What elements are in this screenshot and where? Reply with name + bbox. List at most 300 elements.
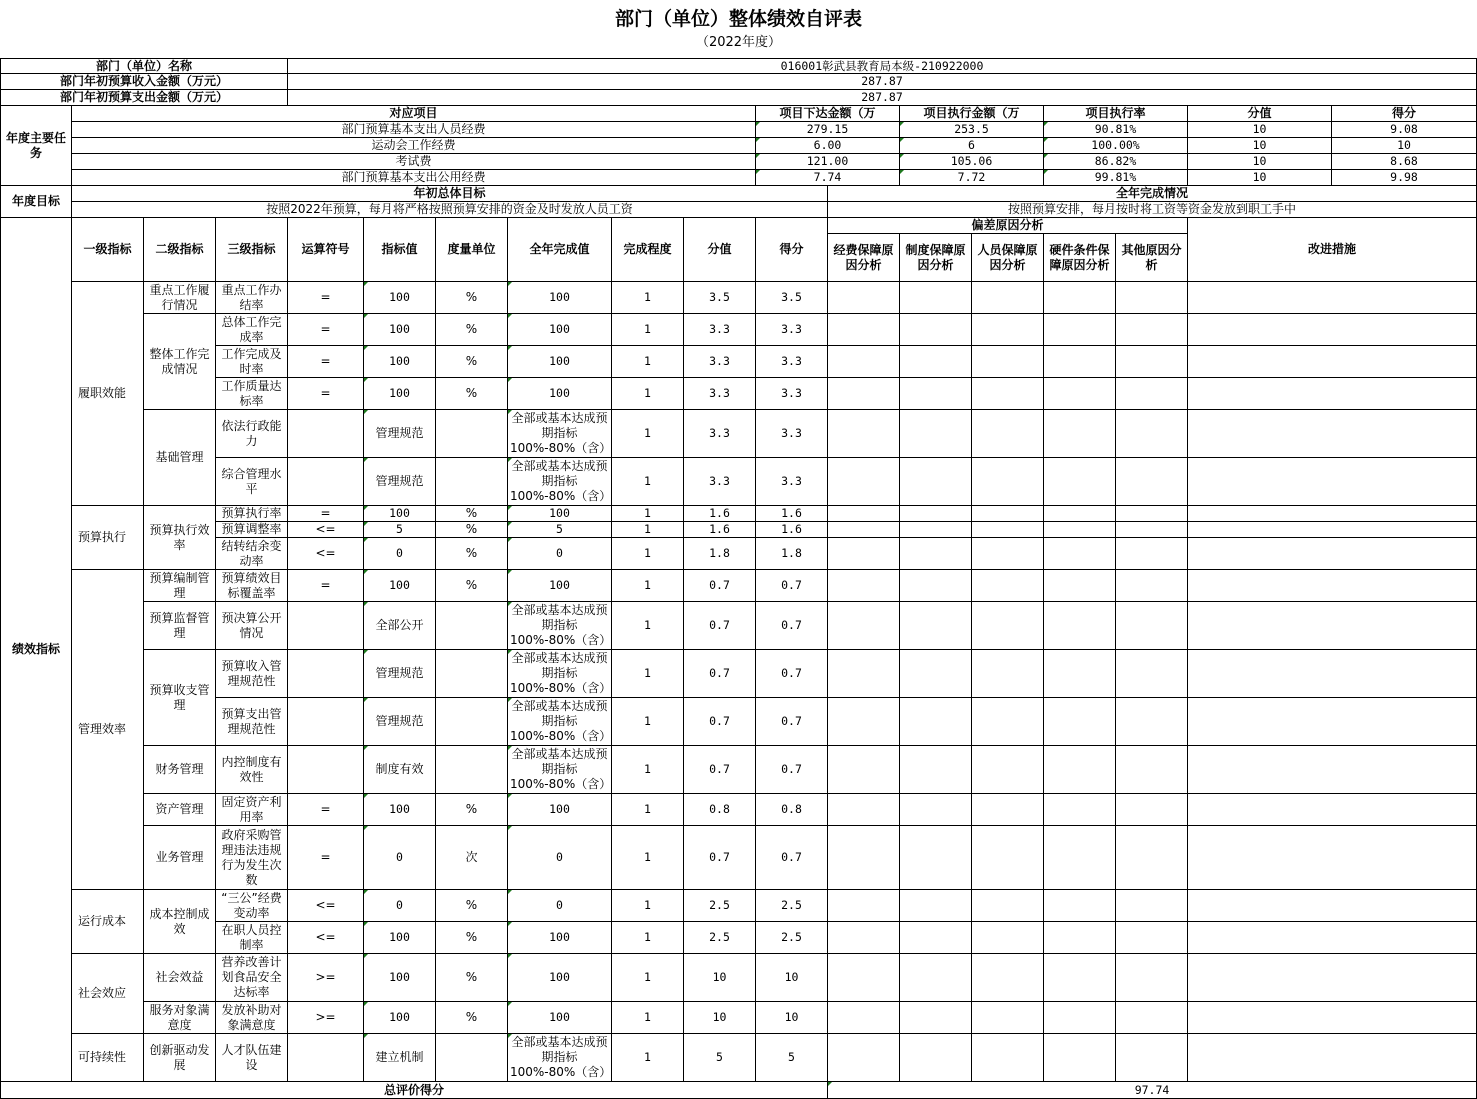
score-value: 3.3	[684, 378, 756, 410]
completion-degree: 1	[612, 954, 684, 1002]
page-subtitle: （2022年度）	[695, 35, 782, 50]
target-value: 0	[364, 826, 436, 890]
empty-analysis-cell	[828, 346, 900, 378]
empty-analysis-cell	[1116, 314, 1188, 346]
empty-analysis-cell	[900, 458, 972, 506]
empty-analysis-cell	[1116, 794, 1188, 826]
empty-analysis-cell	[972, 954, 1044, 1002]
empty-analysis-cell	[1116, 506, 1188, 522]
empty-analysis-cell	[972, 410, 1044, 458]
empty-analysis-cell	[1188, 826, 1477, 890]
level3-indicator: 预算收入管理规范性	[216, 650, 288, 698]
indicator-column-header: 三级指标	[216, 218, 288, 282]
empty-analysis-cell	[1188, 650, 1477, 698]
empty-analysis-cell	[900, 602, 972, 650]
empty-analysis-cell	[828, 522, 900, 538]
unit: %	[436, 538, 508, 570]
empty-analysis-cell	[972, 378, 1044, 410]
empty-analysis-cell	[1044, 282, 1116, 314]
empty-analysis-cell	[828, 378, 900, 410]
tasks-section-label: 年度主要任务	[0, 106, 72, 186]
deviation-column-header: 经费保障原因分析	[828, 234, 900, 282]
operator: =	[288, 570, 364, 602]
score-value: 2.5	[684, 890, 756, 922]
budget-income-label: 部门年初预算收入金额（万元）	[0, 74, 288, 90]
empty-analysis-cell	[1188, 458, 1477, 506]
empty-analysis-cell	[972, 570, 1044, 602]
empty-analysis-cell	[1044, 650, 1116, 698]
empty-analysis-cell	[1044, 1002, 1116, 1034]
empty-analysis-cell	[1188, 1002, 1477, 1034]
score: 0.7	[756, 602, 828, 650]
deviation-column-header: 制度保障原因分析	[900, 234, 972, 282]
level3-indicator: 人才队伍建设	[216, 1034, 288, 1082]
actual-value: 100	[508, 570, 612, 602]
completion-degree: 1	[612, 378, 684, 410]
total-value: 97.74	[828, 1082, 1477, 1099]
level3-indicator: 内控制度有效性	[216, 746, 288, 794]
empty-analysis-cell	[1044, 1034, 1116, 1082]
level1-indicator: 可持续性	[72, 1034, 144, 1082]
target-value: 5	[364, 522, 436, 538]
empty-analysis-cell	[1044, 746, 1116, 794]
level1-indicator: 履职效能	[72, 282, 144, 506]
level3-indicator: 依法行政能力	[216, 410, 288, 458]
score-value: 3.3	[684, 410, 756, 458]
unit: %	[436, 378, 508, 410]
tasks-column-header: 分值	[1188, 106, 1332, 122]
level3-indicator: 预算调整率	[216, 522, 288, 538]
empty-analysis-cell	[1188, 890, 1477, 922]
level3-indicator: 总体工作完成率	[216, 314, 288, 346]
empty-analysis-cell	[1116, 746, 1188, 794]
actual-value: 全部或基本达成预期指标100%-80%（含）	[508, 746, 612, 794]
score: 1.8	[756, 538, 828, 570]
empty-analysis-cell	[1188, 794, 1477, 826]
level2-indicator: 服务对象满意度	[144, 1002, 216, 1034]
empty-analysis-cell	[1188, 282, 1477, 314]
task-cell-rate: 90.81%	[1044, 122, 1188, 138]
score: 0.7	[756, 746, 828, 794]
actual-value: 100	[508, 282, 612, 314]
empty-analysis-cell	[900, 890, 972, 922]
empty-analysis-cell	[1116, 1034, 1188, 1082]
empty-analysis-cell	[972, 698, 1044, 746]
empty-analysis-cell	[900, 698, 972, 746]
level1-indicator: 运行成本	[72, 890, 144, 954]
score: 1.6	[756, 506, 828, 522]
actual-value: 全部或基本达成预期指标100%-80%（含）	[508, 410, 612, 458]
task-cell-executed: 105.06	[900, 154, 1044, 170]
level2-indicator: 财务管理	[144, 746, 216, 794]
target-value: 100	[364, 922, 436, 954]
empty-analysis-cell	[1116, 698, 1188, 746]
dept-name-label: 部门（单位）名称	[0, 58, 288, 74]
task-cell-score: 9.08	[1332, 122, 1477, 138]
budget-expense-value: 287.87	[288, 90, 1477, 106]
operator	[288, 458, 364, 506]
score-value: 3.3	[684, 458, 756, 506]
level3-indicator: 预决算公开情况	[216, 602, 288, 650]
tasks-column-header: 对应项目	[72, 106, 756, 122]
operator: =	[288, 282, 364, 314]
task-cell-item: 运动会工作经费	[72, 138, 756, 154]
unit: %	[436, 890, 508, 922]
empty-analysis-cell	[1116, 890, 1188, 922]
task-cell-item: 考试费	[72, 154, 756, 170]
score: 0.8	[756, 794, 828, 826]
operator	[288, 698, 364, 746]
empty-analysis-cell	[828, 506, 900, 522]
empty-analysis-cell	[1116, 410, 1188, 458]
completion-degree: 1	[612, 650, 684, 698]
actual-value: 0	[508, 826, 612, 890]
empty-analysis-cell	[828, 794, 900, 826]
completion-degree: 1	[612, 1002, 684, 1034]
empty-analysis-cell	[1188, 746, 1477, 794]
empty-analysis-cell	[900, 794, 972, 826]
unit: %	[436, 346, 508, 378]
empty-analysis-cell	[900, 282, 972, 314]
indicator-column-header: 一级指标	[72, 218, 144, 282]
empty-analysis-cell	[1116, 826, 1188, 890]
score: 3.3	[756, 378, 828, 410]
operator	[288, 602, 364, 650]
unit: %	[436, 506, 508, 522]
operator: <=	[288, 922, 364, 954]
score: 3.3	[756, 346, 828, 378]
unit: %	[436, 1002, 508, 1034]
empty-analysis-cell	[1044, 794, 1116, 826]
empty-analysis-cell	[1116, 1002, 1188, 1034]
operator: >=	[288, 1002, 364, 1034]
level3-indicator: 固定资产利用率	[216, 794, 288, 826]
empty-analysis-cell	[972, 922, 1044, 954]
empty-analysis-cell	[900, 570, 972, 602]
completion-degree: 1	[612, 282, 684, 314]
page-title: 部门（单位）整体绩效自评表	[614, 8, 862, 30]
completion-degree: 1	[612, 1034, 684, 1082]
unit	[436, 746, 508, 794]
target-value: 100	[364, 794, 436, 826]
level2-indicator: 整体工作完成情况	[144, 314, 216, 410]
empty-analysis-cell	[1116, 954, 1188, 1002]
indicator-column-header: 指标值	[364, 218, 436, 282]
task-cell-allocated: 6.00	[756, 138, 900, 154]
operator: <=	[288, 522, 364, 538]
empty-analysis-cell	[828, 602, 900, 650]
unit	[436, 458, 508, 506]
empty-analysis-cell	[1188, 378, 1477, 410]
score-value: 1.8	[684, 538, 756, 570]
score-value: 1.6	[684, 522, 756, 538]
completion-degree: 1	[612, 314, 684, 346]
target-value: 100	[364, 570, 436, 602]
tasks-column-header: 项目下达金额（万	[756, 106, 900, 122]
level2-indicator: 重点工作履行情况	[144, 282, 216, 314]
empty-analysis-cell	[972, 538, 1044, 570]
empty-analysis-cell	[1044, 698, 1116, 746]
task-cell-executed: 6	[900, 138, 1044, 154]
task-cell-allocated: 7.74	[756, 170, 900, 186]
level3-indicator: 预算支出管理规范性	[216, 698, 288, 746]
empty-analysis-cell	[828, 410, 900, 458]
empty-analysis-cell	[1116, 570, 1188, 602]
indicator-column-header: 度量单位	[436, 218, 508, 282]
empty-analysis-cell	[972, 1034, 1044, 1082]
budget-expense-label: 部门年初预算支出金额（万元）	[0, 90, 288, 106]
deviation-column-header: 其他原因分析	[1116, 234, 1188, 282]
level2-indicator: 业务管理	[144, 826, 216, 890]
empty-analysis-cell	[828, 314, 900, 346]
empty-analysis-cell	[1116, 378, 1188, 410]
empty-analysis-cell	[972, 746, 1044, 794]
empty-analysis-cell	[1116, 458, 1188, 506]
target-value: 0	[364, 538, 436, 570]
target-value: 100	[364, 1002, 436, 1034]
empty-analysis-cell	[1044, 922, 1116, 954]
unit	[436, 650, 508, 698]
target-value: 100	[364, 346, 436, 378]
empty-analysis-cell	[828, 890, 900, 922]
indicator-column-header: 全年完成值	[508, 218, 612, 282]
improvement-column-header: 改进措施	[1188, 218, 1477, 282]
empty-analysis-cell	[972, 650, 1044, 698]
empty-analysis-cell	[900, 410, 972, 458]
score-value: 10	[684, 1002, 756, 1034]
target-value: 0	[364, 890, 436, 922]
empty-analysis-cell	[828, 746, 900, 794]
empty-analysis-cell	[900, 378, 972, 410]
empty-analysis-cell	[1188, 506, 1477, 522]
empty-analysis-cell	[1188, 314, 1477, 346]
empty-analysis-cell	[900, 346, 972, 378]
indicator-column-header: 运算符号	[288, 218, 364, 282]
task-cell-score: 9.98	[1332, 170, 1477, 186]
empty-analysis-cell	[1188, 346, 1477, 378]
unit: %	[436, 282, 508, 314]
level2-indicator: 预算监督管理	[144, 602, 216, 650]
level3-indicator: 营养改善计划食品安全达标率	[216, 954, 288, 1002]
dept-name-value: 016001彰武县教育局本级-210922000	[288, 58, 1477, 74]
task-cell-score_value: 10	[1188, 170, 1332, 186]
unit: %	[436, 522, 508, 538]
score: 0.7	[756, 698, 828, 746]
level3-indicator: 综合管理水平	[216, 458, 288, 506]
operator: =	[288, 506, 364, 522]
budget-income-value: 287.87	[288, 74, 1477, 90]
empty-analysis-cell	[1044, 522, 1116, 538]
empty-analysis-cell	[900, 314, 972, 346]
empty-analysis-cell	[972, 890, 1044, 922]
completion-degree: 1	[612, 538, 684, 570]
task-cell-rate: 99.81%	[1044, 170, 1188, 186]
empty-analysis-cell	[1188, 570, 1477, 602]
empty-analysis-cell	[972, 458, 1044, 506]
empty-analysis-cell	[1116, 922, 1188, 954]
tasks-column-header: 项目执行金额（万	[900, 106, 1044, 122]
score: 3.3	[756, 410, 828, 458]
score: 2.5	[756, 890, 828, 922]
task-cell-rate: 100.00%	[1044, 138, 1188, 154]
score: 10	[756, 1002, 828, 1034]
level1-indicator: 管理效率	[72, 570, 144, 890]
score: 0.7	[756, 826, 828, 890]
completion-degree: 1	[612, 890, 684, 922]
empty-analysis-cell	[972, 506, 1044, 522]
empty-analysis-cell	[828, 826, 900, 890]
completion-degree: 1	[612, 794, 684, 826]
indicator-column-header: 分值	[684, 218, 756, 282]
empty-analysis-cell	[900, 826, 972, 890]
total-label: 总评价得分	[0, 1082, 828, 1099]
completion-degree: 1	[612, 458, 684, 506]
goal-section-label: 年度目标	[0, 186, 72, 218]
overall-goal-text: 按照2022年预算，每月将严格按照预算安排的资金及时发放人员工资	[72, 202, 828, 218]
task-cell-executed: 253.5	[900, 122, 1044, 138]
empty-analysis-cell	[828, 698, 900, 746]
completion-text: 按照预算安排，每月按时将工资等资金发放到职工手中	[828, 202, 1477, 218]
operator: =	[288, 794, 364, 826]
operator: >=	[288, 954, 364, 1002]
score: 3.5	[756, 282, 828, 314]
actual-value: 100	[508, 378, 612, 410]
empty-analysis-cell	[900, 1002, 972, 1034]
level2-indicator: 预算编制管理	[144, 570, 216, 602]
completion-degree: 1	[612, 506, 684, 522]
empty-analysis-cell	[1188, 538, 1477, 570]
empty-analysis-cell	[900, 1034, 972, 1082]
empty-analysis-cell	[1188, 698, 1477, 746]
empty-analysis-cell	[1116, 282, 1188, 314]
actual-value: 全部或基本达成预期指标100%-80%（含）	[508, 602, 612, 650]
actual-value: 100	[508, 506, 612, 522]
operator: =	[288, 314, 364, 346]
target-value: 全部公开	[364, 602, 436, 650]
empty-analysis-cell	[1044, 314, 1116, 346]
actual-value: 100	[508, 794, 612, 826]
level2-indicator: 资产管理	[144, 794, 216, 826]
empty-analysis-cell	[1044, 346, 1116, 378]
level2-indicator: 成本控制成效	[144, 890, 216, 954]
target-value: 100	[364, 506, 436, 522]
empty-analysis-cell	[1188, 922, 1477, 954]
level3-indicator: 预算执行率	[216, 506, 288, 522]
empty-analysis-cell	[1116, 602, 1188, 650]
level1-indicator: 预算执行	[72, 506, 144, 570]
operator	[288, 1034, 364, 1082]
empty-analysis-cell	[1044, 378, 1116, 410]
empty-analysis-cell	[1044, 458, 1116, 506]
completion-degree: 1	[612, 826, 684, 890]
score-value: 2.5	[684, 922, 756, 954]
indicator-column-header: 得分	[756, 218, 828, 282]
unit	[436, 698, 508, 746]
score-value: 5	[684, 1034, 756, 1082]
empty-analysis-cell	[972, 346, 1044, 378]
empty-analysis-cell	[1044, 602, 1116, 650]
score-value: 3.3	[684, 314, 756, 346]
target-value: 100	[364, 378, 436, 410]
actual-value: 100	[508, 1002, 612, 1034]
unit: %	[436, 570, 508, 602]
empty-analysis-cell	[1188, 954, 1477, 1002]
deviation-header: 偏差原因分析	[828, 218, 1188, 234]
task-cell-score: 10	[1332, 138, 1477, 154]
empty-analysis-cell	[1116, 538, 1188, 570]
score: 10	[756, 954, 828, 1002]
actual-value: 全部或基本达成预期指标100%-80%（含）	[508, 458, 612, 506]
empty-analysis-cell	[1044, 954, 1116, 1002]
actual-value: 全部或基本达成预期指标100%-80%（含）	[508, 650, 612, 698]
actual-value: 100	[508, 922, 612, 954]
empty-analysis-cell	[828, 458, 900, 506]
task-cell-executed: 7.72	[900, 170, 1044, 186]
unit	[436, 602, 508, 650]
target-value: 100	[364, 314, 436, 346]
level2-indicator: 基础管理	[144, 410, 216, 506]
score-value: 3.5	[684, 282, 756, 314]
unit: %	[436, 314, 508, 346]
empty-analysis-cell	[900, 506, 972, 522]
level3-indicator: “三公”经费变动率	[216, 890, 288, 922]
empty-analysis-cell	[972, 602, 1044, 650]
task-cell-allocated: 279.15	[756, 122, 900, 138]
empty-analysis-cell	[972, 282, 1044, 314]
score-value: 10	[684, 954, 756, 1002]
empty-analysis-cell	[1188, 602, 1477, 650]
level2-indicator: 预算执行效率	[144, 506, 216, 570]
level3-indicator: 工作质量达标率	[216, 378, 288, 410]
task-cell-rate: 86.82%	[1044, 154, 1188, 170]
operator	[288, 410, 364, 458]
empty-analysis-cell	[972, 794, 1044, 826]
task-cell-allocated: 121.00	[756, 154, 900, 170]
level2-indicator: 社会效益	[144, 954, 216, 1002]
target-value: 管理规范	[364, 650, 436, 698]
level2-indicator: 预算收支管理	[144, 650, 216, 746]
actual-value: 100	[508, 346, 612, 378]
operator: =	[288, 378, 364, 410]
score: 3.3	[756, 458, 828, 506]
unit	[436, 1034, 508, 1082]
target-value: 管理规范	[364, 698, 436, 746]
empty-analysis-cell	[972, 826, 1044, 890]
overall-goal-header: 年初总体目标	[72, 186, 828, 202]
indicator-column-header: 完成程度	[612, 218, 684, 282]
operator: <=	[288, 538, 364, 570]
target-value: 100	[364, 282, 436, 314]
empty-analysis-cell	[1116, 522, 1188, 538]
score-value: 3.3	[684, 346, 756, 378]
score: 0.7	[756, 650, 828, 698]
score-value: 0.7	[684, 746, 756, 794]
empty-analysis-cell	[828, 922, 900, 954]
completion-degree: 1	[612, 346, 684, 378]
score-value: 0.7	[684, 650, 756, 698]
empty-analysis-cell	[900, 954, 972, 1002]
indicator-column-header: 二级指标	[144, 218, 216, 282]
task-cell-score: 8.68	[1332, 154, 1477, 170]
actual-value: 5	[508, 522, 612, 538]
level3-indicator: 预算绩效目标覆盖率	[216, 570, 288, 602]
empty-analysis-cell	[1188, 1034, 1477, 1082]
task-cell-score_value: 10	[1188, 122, 1332, 138]
score-value: 0.7	[684, 602, 756, 650]
tasks-column-header: 得分	[1332, 106, 1477, 122]
level2-indicator: 创新驱动发展	[144, 1034, 216, 1082]
level3-indicator: 政府采购管理违法违规行为发生次数	[216, 826, 288, 890]
